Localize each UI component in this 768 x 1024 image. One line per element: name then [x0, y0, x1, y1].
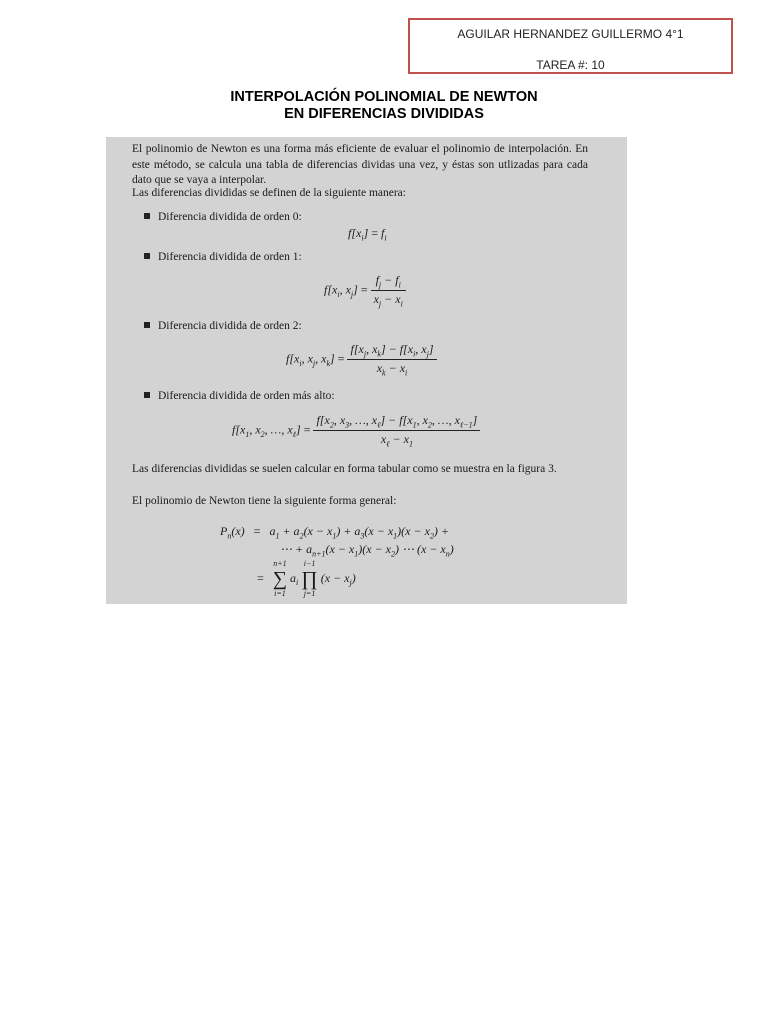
newton-polynomial-line1: $P_n(x) = a_1 + a_2(x - x_1) + a_3(x - x_1)(x - x_2)$ +	[220, 524, 449, 541]
bullet-label: Diferencia dividida de orden 2:	[158, 320, 302, 332]
bullet-higher-order	[144, 390, 335, 402]
bullet-square-icon	[144, 392, 150, 398]
formula-order-1: $f[x_i$, $x_j$] = $\frac{f_j - f_i}{x_j - x_i}$	[324, 273, 406, 309]
intro-paragraph: El polinomio de Newton es una forma más eficiente de evaluar el polinomio de interpolación. En este método, se calcula una tabla de diferencias dividas una vez, y éstas son utlizadas para cada dato que se vaya a interpolar.	[132, 143, 588, 186]
bullet-order-0	[144, 211, 302, 223]
bullet-label: Diferencia dividida de orden más alto:	[158, 390, 335, 402]
task-number: TAREA #: 10	[536, 58, 605, 72]
bullet-square-icon	[144, 213, 150, 219]
student-name: AGUILAR HERNANDEZ GUILLERMO 4°1	[457, 27, 684, 41]
bullet-label: Diferencia dividida de orden 1:	[158, 251, 302, 263]
general-form-intro: El polinomio de Newton tiene la siguiente forma general:	[132, 495, 397, 507]
bullet-square-icon	[144, 322, 150, 328]
definitions-intro: Las diferencias divididas se definen de la siguiente manera:	[132, 187, 406, 199]
scanned-content-panel	[106, 137, 627, 604]
formula-order-0: $f[x_i] = f_i$	[348, 226, 387, 243]
bullet-order-2	[144, 320, 302, 332]
bullet-order-1	[144, 251, 302, 263]
formula-higher-order: $f[x_1$, $x_2$, …, $x_\ell$] = $\frac{f[x_2, x_3, \dots, x_\ell] - f[x_1, x_2, \dots, x_{\ell-1}]}{x_\ell - x_1}$	[232, 413, 480, 449]
newton-polynomial-line2: ⋯ + $a_{n+1}(x - x_1)(x - x_2)$ ⋯ $(x - x_n)$	[280, 542, 454, 559]
page-title-line2: EN DIFERENCIAS DIVIDIDAS	[284, 106, 484, 122]
page-title-line1: INTERPOLACIÓN POLINOMIAL DE NEWTON	[230, 89, 538, 105]
header-box	[408, 18, 733, 74]
bullet-label: Diferencia dividida de orden 0:	[158, 211, 302, 223]
tabular-note: Las diferencias divididas se suelen calcular en forma tabular como se muestra en la figura 3.	[132, 463, 557, 475]
formula-order-2: $f[x_i$, $x_j$, $x_k$] = $\frac{f[x_j, x_k] - f[x_i, x_j]}{x_k - x_i}$	[286, 342, 437, 378]
bullet-square-icon	[144, 253, 150, 259]
newton-polynomial-line3: = n+1 ∑ i=1 $a_i$ i−1 ∏ j=1 $(x - x_j)$	[257, 559, 356, 598]
